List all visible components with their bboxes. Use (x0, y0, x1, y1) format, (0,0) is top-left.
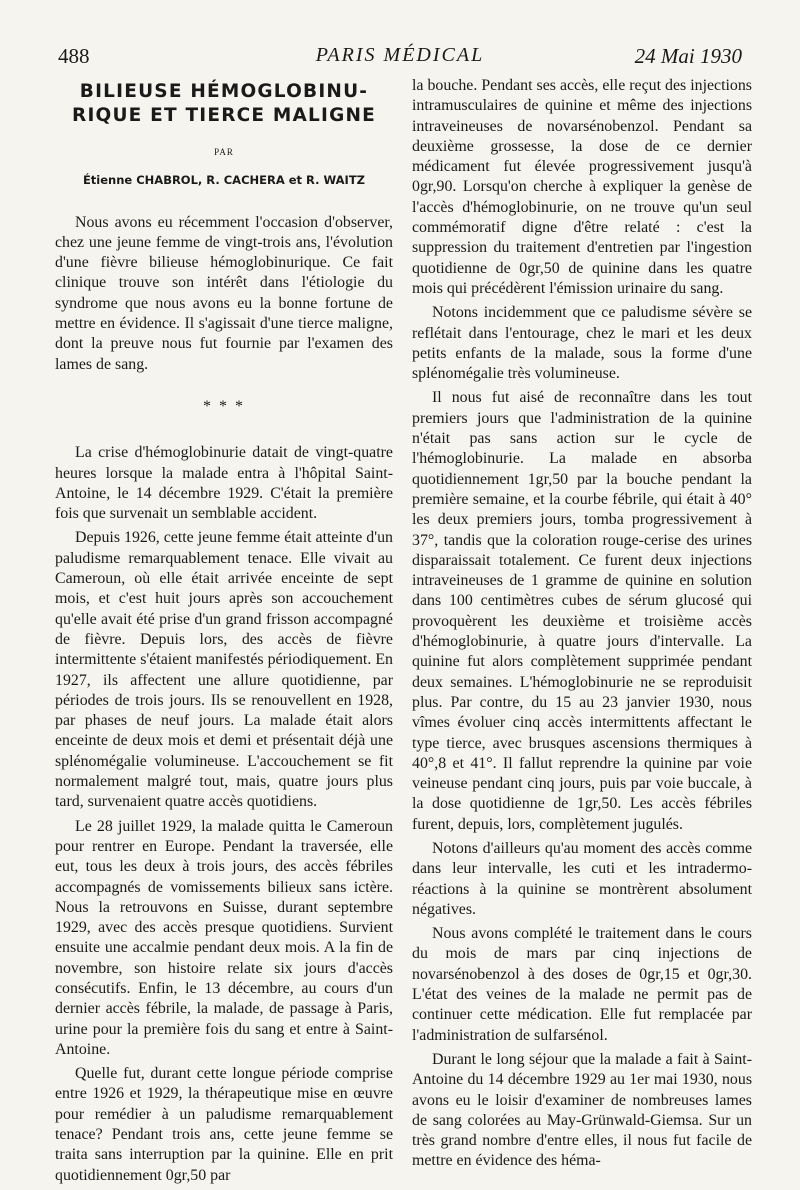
journal-title: PARIS MÉDICAL (315, 44, 485, 66)
paragraph-continued: la bouche. Pendant ses accès, elle reçut des injections intramusculaires de quinine et même des injections intraveineuses de novarsénobenzol. Pendant sa deuxième grossesse, la dose de ce dernier médicament fut élevée progressivement jusqu'à 0gr,90. Lorsqu'on cherche à expliquer la genèse de l'accès d'hémoglobinurie, on ne trouve qu'un seul commémoratif digne d'être relaté : c'est la suppression du traitement d'entretien par l'ingestion quotidienne de 0gr,50 de quinine dans les quatre mois qui précédèrent l'émission urinaire du sang. (412, 77, 752, 297)
left-column (55, 76, 393, 1190)
paragraph: La crise d'hémoglobinurie datait de vingt-quatre heures lorsque la malade entra à l'hôpital Saint-Antoine, le 14 décembre 1929. C'était la première fois que survenait un semblable accident. (55, 444, 393, 523)
right-column (412, 76, 752, 1176)
paragraph: Durant le long séjour que la malade a fait à Saint-Antoine du 14 décembre 1929 au 1er mai 1930, nous avons eu le loisir d'examiner de nombreuses lames de sang colorées au May-Grünwald-Giemsa. Sur un très grand nombre d'entre elles, il nous fut facile de mettre en évidence des héma- (412, 1050, 752, 1170)
paragraph: Nous avons complété le traitement dans le cours du mois de mars par cinq injections de novarsénobenzol à des doses de 0gr,15 et 0gr,30. L'état des veines de la malade ne permit pas de continuer cette médication. Elle fut remplacée par l'administration de sulfarsénol. (412, 925, 752, 1044)
paragraph: Nous avons eu récemment l'occasion d'observer, chez une jeune femme de vingt-trois ans, l'évolution d'une fièvre bilieuse hémoglobinurique. Ce fait clinique trouve son intérêt dans l'étiologie du syndrome que nous avons eu la bonne fortune de mettre en évidence. Il s'agissait d'une tierce maligne, dont la preuve nous fut fournie par l'examen des lames de sang. (55, 213, 393, 373)
paragraph: Depuis 1926, cette jeune femme était atteinte d'un paludisme remarquablement tenace. Elle vivait au Cameroun, où elle était arrivée enceinte de sept mois, et c'est huit jours après son accouchement qu'elle avait été prise d'un grand frisson accompagné de fièvre. Depuis lors, des accès de fièvre intermittente s'étaient manifestés périodiquement. En 1927, ils affectent une allure quotidienne, par périodes de trois jours. Ils se renouvellent en 1928, par phases de neuf jours. La malade était alors enceinte de deux mois et demi et présentait déjà une splénomégalie volumineuse. L'accouchement se fit normalement malgré tout, mais, quatre jours plus tard, survenaient quatre accès quotidiens. (55, 529, 393, 811)
title-line-2: RIQUE ET TIERCE MALIGNE (72, 105, 376, 126)
paragraph: Notons d'ailleurs qu'au moment des accès comme dans leur intervalle, les cuti et les intradermo-réactions à la quinine se montrèrent absolument négatives. (412, 839, 752, 918)
page-number: 488 (58, 44, 90, 68)
article-title (55, 80, 393, 128)
paragraph: Il nous fut aisé de reconnaître dans les tout premiers jours que l'administration de la quinine n'était pas sans action sur le cycle de l'hémoglobinurie. La malade en absorba quotidiennement 1gr,50 par la bouche pendant la première semaine, et la courbe fébrile, qui était à 40° les deux premiers jours, tomba progressivement à 37°, tandis que la coloration rouge-cerise des urines disparaissait totalement. Ce furent deux injections intraveineuses de 1 gramme de quinine en solution dans 100 centimètres cubes de sérum glucosé qui provoquèrent les deuxième et troisième accès d'hémoglobinurie, à quatre jours d'intervalle. La quinine fut alors complètement supprimée pendant deux semaines. L'hémoglobinurie ne se reproduisit plus. Par contre, du 15 au 23 janvier 1930, nous vîmes évoluer cinq accès intermittents affectant le type tierce, avec brusques ascensions thermiques à 40°,8 et 41°. Il fallut reprendre la quinine par voie veineuse pendant cinq jours, puis par voie buccale, à la dose quotidienne de 1gr,50. Les accès fébriles furent, depuis, lors, complètement jugulés. (412, 389, 752, 833)
running-header (58, 44, 742, 70)
paragraph: Quelle fut, durant cette longue période comprise entre 1926 et 1929, la thérapeutique mise en œuvre pour remédier à un paludisme remarquablement tenace? Pendant trois ans, cette jeune femme se traita sans interruption par la quinine. Elle en prit quotidiennement 0gr,50 par (55, 1065, 393, 1184)
title-line-1: BILIEUSE HÉMOGLOBINU- (79, 81, 369, 102)
paragraph: Le 28 juillet 1929, la malade quitta le Cameroun pour rentrer en Europe. Pendant la traversée, elle eut, tous les deux à trois jours, des accès fébriles accompagnés de vomissements bilieux sans ictère. Nous la retrouvons en Suisse, durant septembre 1929, avec des accès presque quotidiens. Survient ensuite une accalmie pendant deux mois. A la fin de novembre, son histoire relate six jours d'accès consécutifs. Enfin, le 13 décembre, au cours d'un dernier accès fébrile, la malade, de passage à Paris, urine pour la première fois du sang et entre à Saint-Antoine. (55, 817, 393, 1058)
paragraph: Notons incidemment que ce paludisme sévère se reflétait dans l'entourage, chez le mari et les deux petits enfants de la malade, sous la forme d'une splénomégalie très volumineuse. (412, 304, 752, 383)
section-separator: * * * (203, 397, 245, 415)
issue-date: 24 Mai 1930 (634, 44, 742, 68)
authors: Étienne CHABROL, R. CACHERA et R. WAITZ (82, 173, 366, 188)
byline-par: PAR (214, 147, 234, 157)
